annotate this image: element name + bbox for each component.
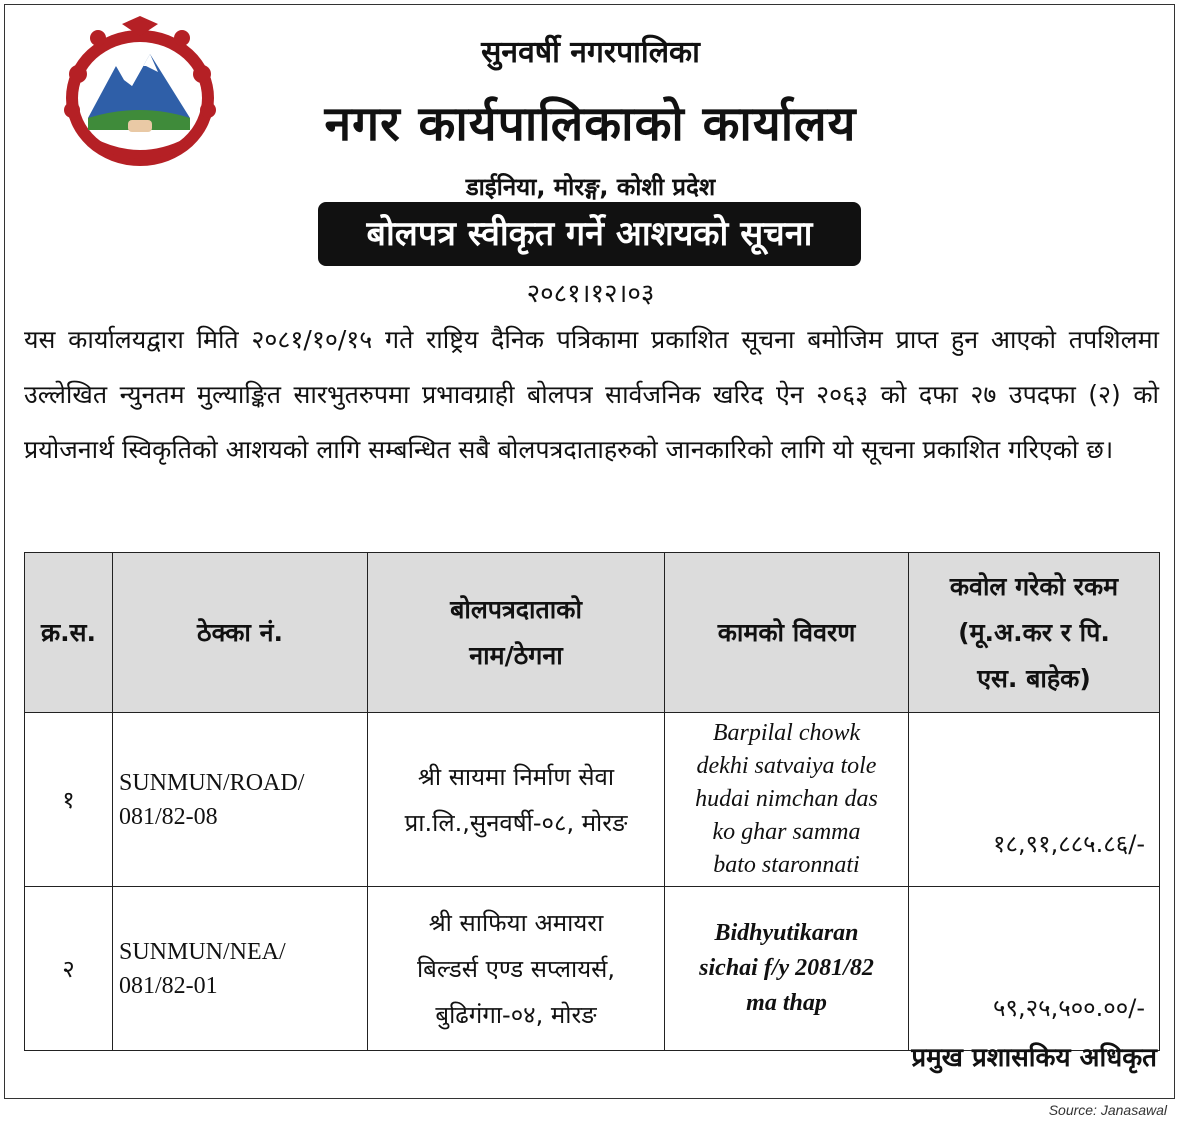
header-sn: क्र.स. [25,553,113,713]
cell-contract-no [113,713,368,887]
work-line: bato staronnati [713,852,860,878]
contract-line: SUNMUN/NEA/ [119,938,286,965]
work-line: hudai nimchan das [695,786,878,812]
cell-contract-no [113,887,368,1051]
cell-bidder [368,887,665,1051]
bidder-line: बुढिगंगा-०४, मोरङ [435,1000,597,1029]
header-bidder [368,553,665,713]
header-amount-line: कवोल गरेको रकम [949,571,1119,601]
bidder-line: श्री सायमा निर्माण सेवा [417,762,615,791]
bidder-line: बिल्डर्स एण्ड सप्लायर्स, [416,954,616,983]
table-row [25,713,1160,887]
table-header-row [25,553,1160,713]
notice-paragraph: यस कार्यालयद्वारा मिति २०८१/१०/१५ गते राष्ट्रिय दैनिक पत्रिकामा प्रकाशित सूचना बमोजिम प्राप्त हुन आएको तपशिलमा उल्लेखित न्युनतम मुल्याङ्कित सारभुतरुपमा प्रभावग्राही बोलपत्र सार्वजनिक खरिद ऐन २०६३ को दफा २७ उपदफा (२) को प्रयोजनार्थ स्विकृतिको आशयको लागि सम्बन्धित सबै बोलपत्रदाताहरुको जानकारिको लागि यो सूचना प्रकाशित गरिएको छ। [24,325,1159,464]
work-line: ko ghar samma [712,819,861,845]
office-name: नगर कार्यपालिकाको कार्यालय [324,96,857,152]
header-amount-line: एस. बाहेक) [977,663,1091,693]
work-line: ma thap [746,990,827,1016]
notice-title-banner: बोलपत्र स्वीकृत गर्ने आशयको सूचना [318,202,861,266]
cell-sn: १ [25,713,113,887]
bidder-line: प्रा.लि.,सुनवर्षी-०८, मोरङ [404,808,628,837]
cell-work [665,887,909,1051]
work-line: Bidhyutikaran [714,920,859,946]
contract-line: SUNMUN/ROAD/ [119,769,305,796]
contract-line: 081/82-01 [119,972,218,999]
header-amount-line: (मू.अ.कर र पि. [958,617,1110,647]
cell-sn: २ [25,887,113,1051]
signer-title: प्रमुख प्रशासकिय अधिकृत [911,1043,1157,1073]
municipality-name: सुनवर्षी नगरपालिका [481,35,700,70]
notice-date: २०८१।१२।०३ [526,279,655,309]
source-credit: Source: Janasawal [1048,1102,1167,1118]
office-address: डाईनिया, मोरङ्ग, कोशी प्रदेश [465,173,716,201]
header-contract-no: ठेक्का नं. [113,553,368,713]
header-amount [909,553,1160,713]
table-row [25,887,1160,1051]
work-line: dekhi satvaiya tole [696,753,877,779]
work-line: sichai f/y 2081/82 [699,955,874,981]
bid-table [24,552,1160,1051]
contract-line: 081/82-08 [119,803,218,830]
header-bidder-line: बोलपत्रदाताको [450,594,582,624]
cell-amount: ५९,२५,५००.००/- [909,887,1160,1051]
header-work: कामको विवरण [665,553,909,713]
cell-work [665,713,909,887]
work-line: Barpilal chowk [712,720,861,746]
bidder-line: श्री साफिया अमायरा [428,908,604,937]
header-bidder-line: नाम/ठेगना [469,640,563,670]
cell-bidder [368,713,665,887]
cell-amount: १८,९१,८८५.८६/- [909,713,1160,887]
